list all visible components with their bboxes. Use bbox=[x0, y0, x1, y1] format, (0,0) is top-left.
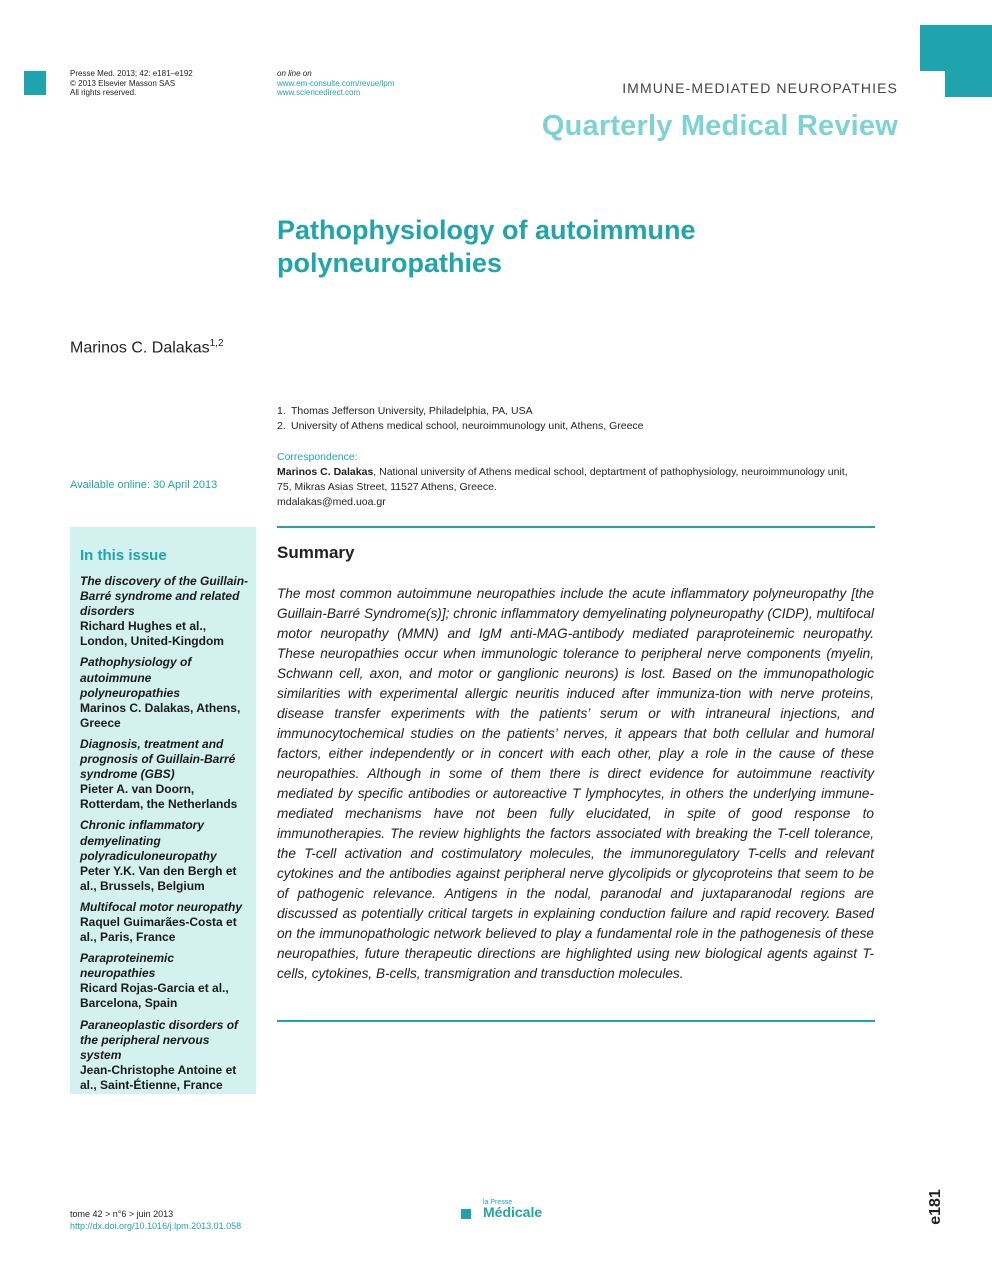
available-online-date: Available online: 30 April 2013 bbox=[70, 479, 218, 491]
corner-block-notch bbox=[920, 71, 945, 97]
corner-square-decoration bbox=[24, 71, 46, 95]
correspondence-address bbox=[277, 465, 877, 480]
online-label: on line on bbox=[277, 69, 312, 78]
issue-item[interactable] bbox=[80, 900, 252, 945]
copyright-line: © 2013 Elsevier Masson SAS bbox=[70, 78, 176, 88]
summary-text: The most common autoimmune neuropathies include the acute inflammatory polyneuropathy [the Guillain-Barré Syndrome(s)]; chronic inflammatory demyelinating polyneuropathy (CIDP), multifocal motor neuropathy (MMN) and IgM anti-MAG-antibody mediated paraproteinemic neuropathy. These neuropathies occur when immunologic tolerance to peripheral nerve components (myelin, Schwann cell, axon, and motor or ganglionic neurons) is lost. Based on the immunopathologic similarities with experimental allergic neuritis induced after immuniza-tion with nerve proteins, disease transfer experiments with the patients’ serum or with intraneural injections, and immunocytochemical studies on the patients’ nerves, it appears that both cellular and humoral factors, either independently or in concert with each other, play a role in the cause of these neuropathies. Although in some of them there is direct evidence for autoimmune reactivity mediated by specific antibodies or autoreactive T lymphocytes, in others the underlying immune-mediated mechanisms have not been fully elucidated, in spite of good response to immunotherapies. The review highlights the factors associated with breaking the T-cell tolerance, the T-cell activation and costimulatory molecules, the immunoregulatory T-cells and relevant cytokines and the antibodies against peripheral nerve glycolipids or glycoproteins that seem to be of pathogenic relevance. Antigens in the nodal, paranodal and juxtaparanodal regions are discussed as potentially critical targets in explaining conduction failure and rapid recovery. Based on the immunopathologic network believed to play a fundamental role in the pathogenesis of these neuropathies, future therapeutic directions are highlighted using new biological agents against T-cells, cytokines, B-cells, transmigration and transduction molecules. bbox=[277, 586, 874, 981]
correspondence-label: Correspondence: bbox=[277, 451, 358, 463]
issue-item[interactable] bbox=[80, 818, 252, 893]
issue-item-title: The discovery of the Guillain-Barré syndrome and related disorders bbox=[80, 574, 249, 619]
in-this-issue-box bbox=[70, 527, 256, 1094]
online-url-sciencedirect[interactable]: www.sciencedirect.com bbox=[277, 88, 361, 97]
footer-info bbox=[70, 1208, 241, 1232]
issue-item[interactable] bbox=[80, 574, 252, 649]
affiliation-number: 1. bbox=[277, 405, 286, 417]
online-info bbox=[277, 69, 394, 98]
issue-item-title: Paraneoplastic disorders of the peripheral nervous system bbox=[80, 1017, 239, 1062]
series-title: Quarterly Medical Review bbox=[541, 110, 898, 142]
correspondence-address-line2: 75, Mikras Asias Street, 11527 Athens, Greece. bbox=[277, 481, 497, 493]
issue-item[interactable] bbox=[80, 1018, 252, 1093]
author-line bbox=[70, 338, 224, 357]
issue-item-title: Paraproteinemic neuropathies bbox=[80, 951, 175, 981]
correspondence bbox=[277, 450, 877, 510]
author-affiliation-marks: 1,2 bbox=[209, 338, 224, 349]
issue-item-authors: Ricard Rojas-Garcia et al., Barcelona, Spain bbox=[80, 981, 229, 1011]
article-title: Pathophysiology of autoimmune polyneuropathies bbox=[277, 215, 696, 278]
online-url-emconsulte[interactable]: www.em-consulte.com/revue/lpm bbox=[277, 78, 395, 88]
affiliation-number: 2. bbox=[277, 420, 286, 432]
affiliation-text: University of Athens medical school, neuroimmunology unit, Athens, Greece bbox=[291, 420, 644, 432]
issue-item[interactable] bbox=[80, 737, 252, 812]
issue-item-authors: Jean-Christophe Antoine et al., Saint-Étienne, France bbox=[80, 1062, 237, 1092]
author-name: Marinos C. Dalakas bbox=[70, 339, 210, 357]
in-this-issue-list bbox=[80, 574, 252, 1099]
issue-item-title: Multifocal motor neuropathy bbox=[80, 899, 242, 914]
issue-item[interactable] bbox=[80, 655, 252, 730]
affiliation-1 bbox=[277, 404, 644, 419]
affiliations bbox=[277, 404, 644, 434]
page-number: e181 bbox=[927, 1189, 944, 1225]
summary-heading: Summary bbox=[277, 543, 355, 562]
doi-link[interactable]: http://dx.doi.org/10.1016/j.lpm.2013.01.058 bbox=[70, 1221, 242, 1231]
logo-small-text: la Presse bbox=[483, 1199, 513, 1206]
volume-info: tome 42 > n°6 > juin 2013 bbox=[70, 1209, 174, 1219]
correspondence-address-line1: , National university of Athens medical school, deptartment of pathophysiology, neuroimmunology unit, bbox=[373, 466, 848, 478]
issue-item-authors: Pieter A. van Doorn, Rotterdam, the Netherlands bbox=[80, 782, 238, 812]
issue-item[interactable] bbox=[80, 951, 252, 1011]
logo-square-icon bbox=[461, 1209, 471, 1219]
affiliation-text: Thomas Jefferson University, Philadelphia, PA, USA bbox=[291, 405, 533, 417]
issue-item-authors: Raquel Guimarães-Costa et al., Paris, France bbox=[80, 914, 237, 945]
journal-citation bbox=[70, 69, 193, 98]
correspondence-name: Marinos C. Dalakas bbox=[277, 466, 374, 478]
issue-item-title: Diagnosis, treatment and prognosis of Guillain-Barré syndrome (GBS) bbox=[80, 736, 236, 782]
rights-line: All rights reserved. bbox=[70, 88, 137, 97]
summary-top-divider bbox=[277, 526, 875, 528]
issue-item-authors: Richard Hughes et al., London, United-Kingdom bbox=[80, 619, 224, 649]
issue-item-authors: Peter Y.K. Van den Bergh et al., Brussels, Belgium bbox=[80, 863, 237, 893]
correspondence-email[interactable]: mdalakas@med.uoa.gr bbox=[277, 496, 386, 508]
in-this-issue-heading: In this issue bbox=[80, 547, 167, 564]
issue-item-authors: Marinos C. Dalakas, Athens, Greece bbox=[80, 700, 241, 730]
affiliation-2 bbox=[277, 419, 644, 434]
issue-item-title: Chronic inflammatory demyelinating polyradiculoneuropathy bbox=[80, 818, 217, 863]
issue-item-title: Pathophysiology of autoimmune polyneuropathies bbox=[80, 655, 192, 700]
journal-citation-line: Presse Med. 2013; 42: e181–e192 bbox=[70, 69, 193, 78]
section-label: IMMUNE-MEDIATED NEUROPATHIES bbox=[622, 80, 898, 96]
logo-main-text: Médicale bbox=[483, 1204, 543, 1220]
summary-bottom-divider bbox=[277, 1020, 875, 1022]
